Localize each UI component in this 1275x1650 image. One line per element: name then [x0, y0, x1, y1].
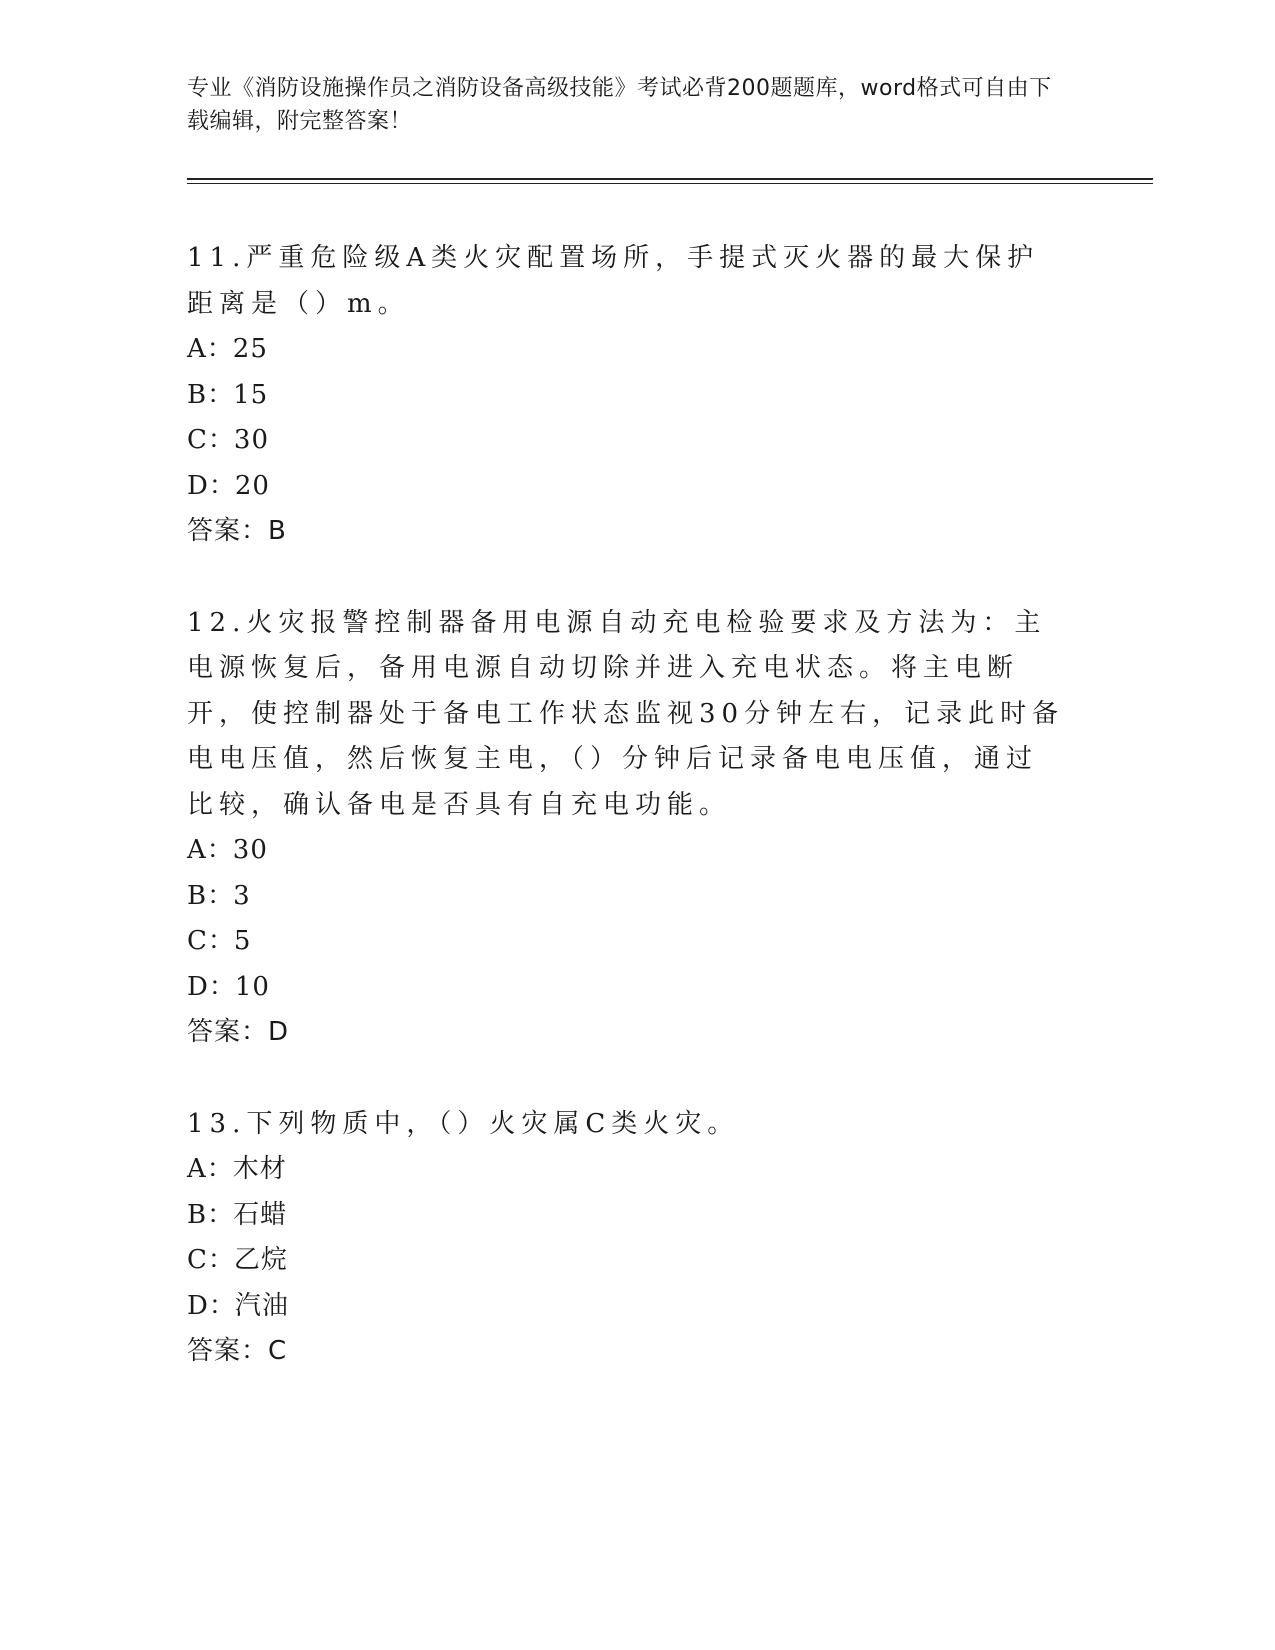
option-list: [187, 327, 1067, 509]
option-label: D: [187, 470, 209, 501]
option-label: A: [187, 334, 207, 364]
option-label: B: [187, 1199, 208, 1230]
option-label: D: [187, 971, 209, 1002]
question-list: [187, 236, 1067, 1375]
option-text: 25: [232, 334, 268, 364]
option-text: 5: [233, 926, 252, 956]
option-label: C: [187, 425, 208, 455]
option-text: 15: [233, 379, 269, 410]
option-text: 20: [234, 470, 270, 501]
option-label: D: [187, 1290, 209, 1321]
option-list: [187, 1147, 1067, 1329]
option-label: C: [187, 1245, 208, 1275]
option-text: 乙烷: [233, 1245, 288, 1275]
answer-value: C: [268, 1336, 288, 1366]
option-text: 30: [232, 835, 268, 865]
option-list: [187, 828, 1067, 1010]
header-rule-thin: [187, 183, 1153, 184]
answer-prefix: 答案：: [187, 516, 269, 546]
option-separator: ：: [207, 425, 234, 455]
option-a: [187, 828, 1067, 874]
option-c: [187, 418, 1067, 464]
answer-value: D: [268, 1017, 290, 1047]
question-stem: 12.火灾报警控制器备用电源自动充电检验要求及方法为：主电源恢复后，备用电源自动切除并进入充电状态。将主电断开，使控制器处于备电工作状态监视30分钟左右，记录此时备电电压值，然后恢复主电，（）分钟后记录备电电压值，通过比较，确认备电是否具有自充电功能。: [187, 607, 1065, 820]
option-label: C: [187, 926, 208, 956]
option-separator: ：: [206, 334, 233, 364]
option-text: 10: [234, 971, 270, 1002]
option-text: 30: [233, 425, 270, 455]
answer-line: [187, 1010, 1067, 1056]
option-a: [187, 1147, 1067, 1193]
option-separator: ：: [208, 1290, 235, 1321]
option-separator: ：: [206, 835, 233, 865]
answer-value: B: [268, 516, 287, 546]
option-d: [187, 464, 1067, 510]
question-stem: 13.下列物质中，（）火灾属C类火灾。: [187, 1108, 740, 1139]
answer-line: [187, 1329, 1067, 1375]
question-13: [187, 1102, 1067, 1375]
option-separator: ：: [208, 971, 235, 1002]
option-text: 木材: [232, 1154, 287, 1184]
option-b: [187, 874, 1067, 920]
answer-prefix: 答案：: [187, 1017, 269, 1047]
option-separator: ：: [207, 1199, 234, 1230]
option-c: [187, 919, 1067, 965]
option-a: [187, 327, 1067, 373]
option-label: B: [187, 880, 208, 911]
question-12: [187, 601, 1067, 1056]
option-b: [187, 1193, 1067, 1239]
option-label: A: [187, 835, 207, 865]
question-11: [187, 236, 1067, 555]
option-d: [187, 965, 1067, 1011]
option-label: B: [187, 379, 208, 410]
option-separator: ：: [207, 926, 234, 956]
option-separator: ：: [207, 379, 234, 410]
option-text: 3: [233, 880, 251, 911]
option-separator: ：: [208, 470, 235, 501]
option-text: 汽油: [234, 1290, 289, 1321]
header-rule-thick: [187, 178, 1153, 180]
question-stem: 11.严重危险级A类火灾配置场所，手提式灭火器的最大保护距离是（）m。: [187, 243, 1040, 319]
option-text: 石蜡: [233, 1199, 288, 1230]
option-b: [187, 373, 1067, 419]
option-separator: ：: [207, 880, 234, 911]
option-separator: ：: [206, 1154, 233, 1184]
option-label: A: [187, 1154, 207, 1184]
option-separator: ：: [207, 1245, 234, 1275]
option-c: [187, 1238, 1067, 1284]
option-d: [187, 1284, 1067, 1330]
answer-line: [187, 509, 1067, 555]
answer-prefix: 答案：: [187, 1336, 269, 1366]
document-header: 专业《消防设施操作员之消防设备高级技能》考试必背200题题库，word格式可自由下载编辑，附完整答案！: [187, 76, 1052, 134]
